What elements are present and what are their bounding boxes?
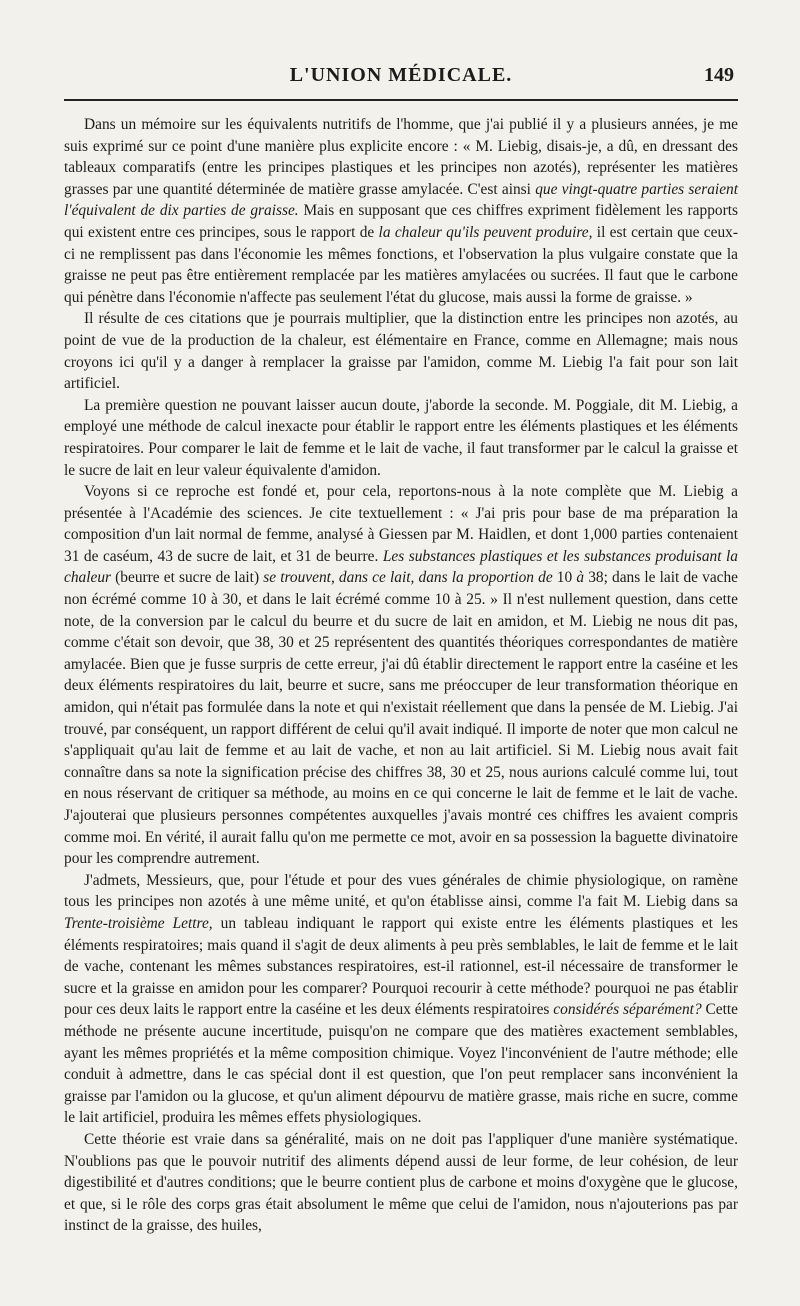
italic-text: se trouvent, dans ce lait, dans la proportion de bbox=[263, 569, 553, 587]
text-run: Il résulte de ces citations que je pourrais multiplier, que la distinction entre les principes non azotés, au point de vue de la production de la chaleur, est élémentaire en France, comme en Allemagne; mais nous croyons ici qu'il y a danger à remplacer la graisse par l'amidon, comme M. Liebig l'a fait pour son lait artificiel. bbox=[64, 310, 738, 393]
paragraph bbox=[64, 308, 738, 394]
italic-text: la chaleur qu'ils peuvent produire, bbox=[378, 223, 593, 241]
paragraph bbox=[64, 870, 738, 1129]
paragraph bbox=[64, 114, 738, 308]
text-run: Dans un mémoire sur les équivalents nutritifs de l'homme, que j'ai publié il y a plusieurs années, je me suis exprimé sur ce point d'une manière plus explicite encore : « M. Liebig, disais-je, a dû, en dressant des tableaux comparatifs (entre les principes plastiques et les principes non azotés), représenter les matières grasses par une quantité déterminée de matière grasse amylacée. C'est ainsi bbox=[64, 116, 738, 198]
italic-text: Les substances plastiques et les substances produisant la chaleur bbox=[64, 547, 738, 587]
italic-text: à bbox=[576, 569, 585, 587]
text-run: Cette méthode ne présente aucune incertitude, puisqu'on ne compare que des matières exactement semblables, ayant les mêmes propriétés et la même composition chimique. Voyez l'inconvénient de l'autre méthode; elle conduit à admettre, dans le cas spécial dont il est question, que l'on peut remplacer sans inconvénient la graisse par l'amidon ou la glucose, et qu'un aliment dépourvu de matière grasse, mais riche en sucre, comme le lait artificiel, produira les mêmes effets physiologiques. bbox=[64, 1001, 738, 1127]
italic-text: que vingt-quatre parties seraient l'équivalent de dix parties de graisse. bbox=[64, 180, 738, 220]
text-run: J'admets, Messieurs, que, pour l'étude et pour des vues générales de chimie physiologique, on ramène tous les principes non azotés à une même unité, et qu'on établisse ainsi, comme l'a fait M. Liebig dans sa bbox=[64, 871, 738, 911]
italic-text: Trente-troisième Lettre, bbox=[64, 914, 213, 932]
running-title: L'UNION MÉDICALE. bbox=[289, 64, 513, 86]
text-run: (beurre et sucre de lait) bbox=[111, 569, 264, 587]
text-run: Mais en supposant que ces chiffres expriment fidèlement les rapports qui existent entre ces principes, sous le rapport de bbox=[64, 202, 738, 241]
text-run: il est certain que ceux-ci ne remplissent pas dans l'économie les mêmes fonctions, et l'observation la plus vulgaire constate que la graisse ne peut pas être entièrement remplacée par les matières amylacées ou sucrées. Il faut que le carbone qui pénètre dans l'économie n'affecte pas seulement l'état du glucose, mais aussi la forme de graisse. » bbox=[64, 223, 738, 306]
text-run: Voyons si ce reproche est fondé et, pour cela, reportons-nous à la note complète que M. Liebig a présentée à l'Académie des sciences. Je cite textuellement : « J'ai pris pour base de ma préparation la composition d'un lait normal de femme, analysé à Giessen par M. Haidlen, et dont 1,000 parties contenaient 31 de caséum, 43 de sucre de lait, et 31 de beurre. bbox=[64, 483, 738, 565]
page-header bbox=[64, 64, 738, 94]
paragraph bbox=[64, 395, 738, 481]
header-rule bbox=[64, 99, 738, 101]
text-run: La première question ne pouvant laisser aucun doute, j'aborde la seconde. M. Poggiale, dit M. Liebig, a employé une méthode de calcul inexacte pour établir le rapport entre les éléments plastiques et les éléments respiratoires. Pour comparer le lait de femme et le lait de vache, il faut transformer par le calcul la graisse et le sucre de lait en leur valeur équivalente d'amidon. bbox=[64, 396, 738, 479]
text-run: 38; dans le lait de vache non écrémé comme 10 à 30, et dans le lait écrémé comme 10 à 25. » Il n'est nullement question, dans cette note, de la conversion par le calcul du beurre et du sucre de lait en amidon, et M. Liebig ne nous dit pas, comme c'était son devoir, que 38, 30 et 25 représentent des quantités théoriques correspondantes de matière amylacée. Bien que je fusse surpris de cette erreur, j'ai dû établir directement le rapport entre la caséine et les deux éléments respiratoires du lait, beurre et sucre, sans me préoccuper de leur transformation théorique en amidon, qui n'était pas formulée dans la note et qui n'existait réellement que dans la pensée de M. Liebig. J'ai trouvé, par conséquent, un rapport différent de celui qu'il avait indiqué. Il importe de noter que mon calcul ne s'appliquait qu'au lait de femme et au lait de vache, et non au lait artificiel. Si M. Liebig nous avait fait connaître dans sa note la signification précise des chiffres 38, 30 et 25, nous aurions calculé comme lui, tout en nous réservant de critiquer sa méthode, au moins en ce qui concerne le lait de femme et le lait de vache. J'ajouterai que plusieurs personnes compétentes auxquelles j'avais montré ces chiffres les avaient compris comme moi. En vérité, il aurait fallu qu'on me permette ce mot, avoir en sa possession la baguette divinatoire pour les comprendre autrement. bbox=[64, 569, 739, 868]
body-text bbox=[64, 114, 738, 1237]
text-run: un tableau indiquant le rapport qui existe entre les éléments plastiques et les éléments respiratoires; mais quand il s'agit de deux aliments à peu près semblables, le lait de femme et le lait de vache, contenant les mêmes substances respiratoires, est-il rationnel, est-il nécessaire de transformer le sucre et la graisse en amidon pour les comparer? Pourquoi recourir à cette méthode? pourquoi ne pas établir pour ces deux laits le rapport entre la caséine et les deux éléments respiratoires bbox=[64, 914, 738, 1019]
text-run: 10 bbox=[552, 569, 577, 587]
paragraph bbox=[64, 481, 738, 870]
text-run: Cette théorie est vraie dans sa généralité, mais on ne doit pas l'appliquer d'une manière systématique. N'oublions pas que le pouvoir nutritif des aliments dépend aussi de leur forme, de leur cohésion, de leur digestibilité et d'autres conditions; que le beurre contient plus de carbone et moins d'oxygène que le glucose, et que, si le rôle des corps gras était absolument le même que celui de l'amidon, nous n'ajouterions pas par instinct de la graisse, des huiles, bbox=[64, 1130, 738, 1235]
italic-text: considérés séparément? bbox=[553, 1001, 702, 1019]
paragraph bbox=[64, 1129, 738, 1237]
page-number: 149 bbox=[704, 64, 734, 86]
